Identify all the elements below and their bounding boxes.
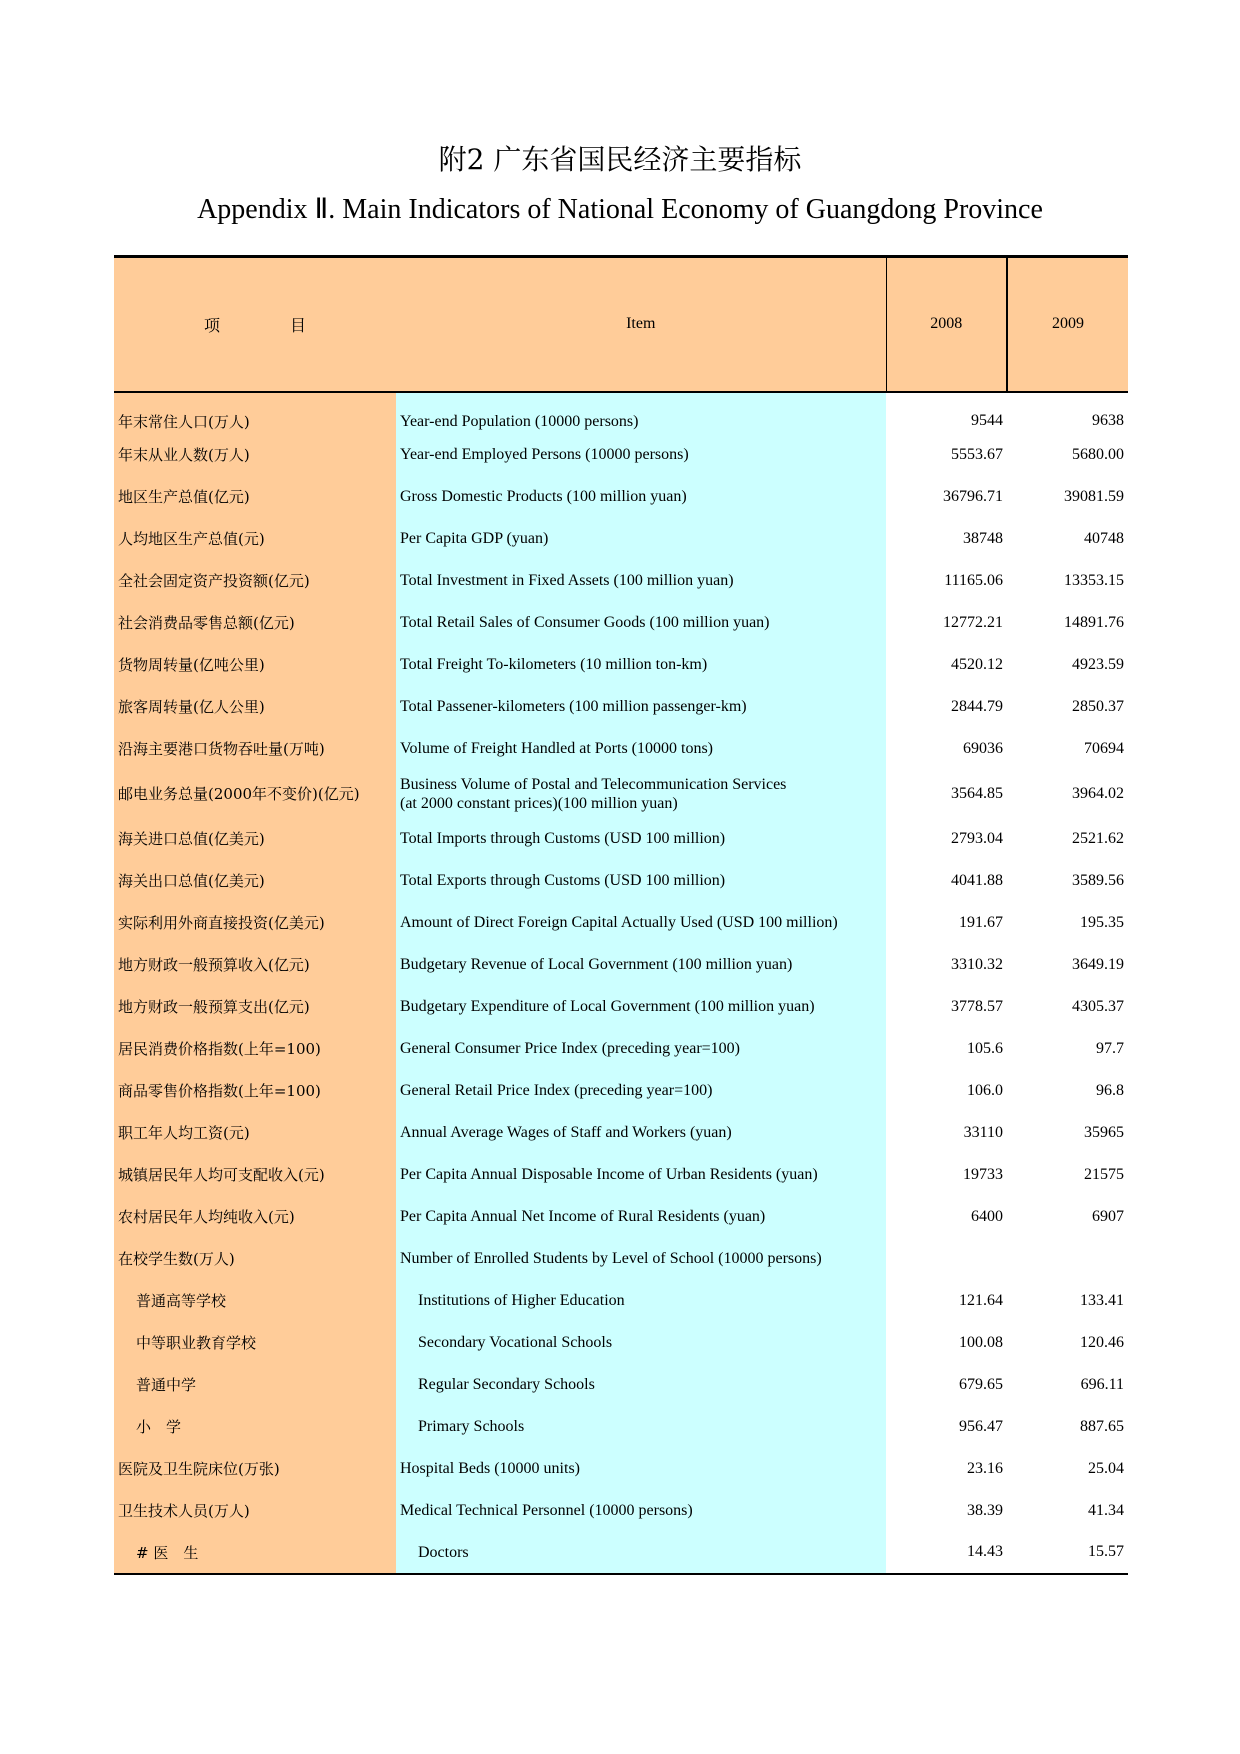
value-2008: 4520.12 xyxy=(951,655,1003,673)
table-header-row xyxy=(114,257,1128,392)
row-label-en: Year-end Employed Persons (10000 persons) xyxy=(396,434,886,476)
value-2008: 105.6 xyxy=(967,1039,1003,1057)
value-2008: 9544 xyxy=(971,412,1003,429)
row-label-cn: 邮电业务总量(2000年不变价)(亿元) xyxy=(114,770,396,818)
value-2009: 2850.37 xyxy=(1072,697,1124,715)
value-2008: 100.08 xyxy=(959,1333,1003,1351)
value-2009: 15.57 xyxy=(1007,1532,1128,1574)
row-label-cn: 年末从业人数(万人) xyxy=(114,434,396,476)
value-2009: 70694 xyxy=(1084,739,1124,757)
row-label-cn: 小 学 xyxy=(114,1406,396,1448)
page-title-english: Appendix Ⅱ. Main Indicators of National Economy of Guangdong Province xyxy=(197,194,1043,225)
row-label-cn: 旅客周转量(亿人公里) xyxy=(114,686,396,728)
row-label-en: Amount of Direct Foreign Capital Actually Used (USD 100 million) xyxy=(396,902,886,944)
value-2008: 679.65 xyxy=(959,1375,1003,1393)
value-2009: 2521.62 xyxy=(1072,829,1124,847)
table-body xyxy=(114,392,1128,1574)
value-2009: 133.41 xyxy=(1080,1291,1124,1309)
value-2008: 3564.85 xyxy=(951,784,1003,802)
value-2008: 956.47 xyxy=(959,1417,1003,1435)
value-2008: 3778.57 xyxy=(951,997,1003,1015)
row-label-cn: 职工年人均工资(元) xyxy=(114,1112,396,1154)
table-row xyxy=(114,1280,1128,1322)
value-2008: 14.43 xyxy=(886,1532,1007,1574)
row-label-cn: 地方财政一般预算支出(亿元) xyxy=(114,986,396,1028)
value-2008: 106.0 xyxy=(967,1081,1003,1099)
row-label-cn: 医院及卫生院床位(万张) xyxy=(114,1448,396,1490)
row-label-en-line-1: Business Volume of Postal and Telecommunication Services xyxy=(400,775,787,793)
value-2008: 12772.21 xyxy=(943,613,1003,631)
row-label-en: Total Exports through Customs (USD 100 million) xyxy=(396,860,886,902)
header-item-chinese xyxy=(114,257,396,392)
value-2008: 121.64 xyxy=(959,1291,1003,1309)
table-row xyxy=(114,1406,1128,1448)
value-2009: 3589.56 xyxy=(1072,871,1124,889)
table-row xyxy=(114,1238,1128,1280)
table-row xyxy=(114,818,1128,860)
value-2008: 2844.79 xyxy=(951,697,1003,715)
value-2009: 35965 xyxy=(1084,1123,1124,1141)
table-row xyxy=(114,728,1128,770)
table-row xyxy=(114,1112,1128,1154)
row-label-en: Number of Enrolled Students by Level of School (10000 persons) xyxy=(396,1238,886,1280)
table-row xyxy=(114,1196,1128,1238)
value-2009: 25.04 xyxy=(1088,1459,1124,1477)
table-row xyxy=(114,902,1128,944)
value-2009: 97.7 xyxy=(1096,1039,1124,1057)
row-label-cn: 普通中学 xyxy=(114,1364,396,1406)
row-label-cn: 居民消费价格指数(上年=100) xyxy=(114,1028,396,1070)
row-label-en: Per Capita Annual Disposable Income of Urban Residents (yuan) xyxy=(396,1154,886,1196)
table-row xyxy=(114,1028,1128,1070)
row-label-en: Total Freight To-kilometers (10 million ton-km) xyxy=(396,644,886,686)
value-2009 xyxy=(1007,1238,1128,1280)
header-item-cn-char-2: 目 xyxy=(290,315,307,335)
table-row xyxy=(114,392,1128,434)
value-2008: 69036 xyxy=(963,739,1003,757)
value-2008: 4041.88 xyxy=(951,871,1003,889)
indicators-table xyxy=(114,255,1128,1575)
value-2009: 40748 xyxy=(1084,529,1124,547)
row-label-en: Secondary Vocational Schools xyxy=(396,1322,886,1364)
table-row xyxy=(114,944,1128,986)
value-2009: 14891.76 xyxy=(1064,613,1124,631)
row-label-cn: 海关进口总值(亿美元) xyxy=(114,818,396,860)
row-label-en: Total Investment in Fixed Assets (100 million yuan) xyxy=(396,560,886,602)
page-title-chinese: 附2 广东省国民经济主要指标 xyxy=(438,143,802,176)
value-2009: 13353.15 xyxy=(1064,571,1124,589)
header-item-english: Item xyxy=(396,257,886,392)
indicators-table-container xyxy=(114,255,1128,1575)
row-label-cn: 在校学生数(万人) xyxy=(114,1238,396,1280)
value-2009: 887.65 xyxy=(1080,1417,1124,1435)
table-row xyxy=(114,602,1128,644)
row-label-cn: 中等职业教育学校 xyxy=(114,1322,396,1364)
row-label-cn: 地区生产总值(亿元) xyxy=(114,476,396,518)
table-row xyxy=(114,1322,1128,1364)
table-row xyxy=(114,686,1128,728)
row-label-en: Doctors xyxy=(396,1532,886,1574)
value-2008: 6400 xyxy=(971,1207,1003,1225)
row-label-en: Per Capita Annual Net Income of Rural Residents (yuan) xyxy=(396,1196,886,1238)
table-row xyxy=(114,434,1128,476)
row-label-cn: 农村居民年人均纯收入(元) xyxy=(114,1196,396,1238)
value-2009: 3964.02 xyxy=(1072,784,1124,802)
header-year-2009: 2009 xyxy=(1007,257,1128,392)
value-2008: 2793.04 xyxy=(951,829,1003,847)
table-row xyxy=(114,1532,1128,1574)
value-2009: 9638 xyxy=(1092,412,1124,429)
row-label-en: Year-end Population (10000 persons) xyxy=(396,392,886,434)
value-2008: 36796.71 xyxy=(943,487,1003,505)
value-2009: 3649.19 xyxy=(1072,955,1124,973)
row-label-cn: 实际利用外商直接投资(亿美元) xyxy=(114,902,396,944)
table-row xyxy=(114,1490,1128,1532)
row-label-en: Gross Domestic Products (100 million yuan) xyxy=(396,476,886,518)
value-2009: 4305.37 xyxy=(1072,997,1124,1015)
table-row xyxy=(114,986,1128,1028)
row-label-cn: 社会消费品零售总额(亿元) xyxy=(114,602,396,644)
table-row xyxy=(114,860,1128,902)
table-row xyxy=(114,1154,1128,1196)
table-row xyxy=(114,1070,1128,1112)
value-2009: 4923.59 xyxy=(1072,655,1124,673)
row-label-en-line-2: (at 2000 constant prices)(100 million yuan) xyxy=(400,794,678,812)
row-label-en: General Consumer Price Index (preceding year=100) xyxy=(396,1028,886,1070)
table-row xyxy=(114,1364,1128,1406)
row-label-en: Total Imports through Customs (USD 100 million) xyxy=(396,818,886,860)
value-2008: 19733 xyxy=(963,1165,1003,1183)
row-label-en: General Retail Price Index (preceding year=100) xyxy=(396,1070,886,1112)
table-row xyxy=(114,560,1128,602)
row-label-cn: 普通高等学校 xyxy=(114,1280,396,1322)
row-label-en: Hospital Beds (10000 units) xyxy=(396,1448,886,1490)
value-2009: 120.46 xyxy=(1080,1333,1124,1351)
row-label-en: Budgetary Revenue of Local Government (100 million yuan) xyxy=(396,944,886,986)
row-label-cn: 全社会固定资产投资额(亿元) xyxy=(114,560,396,602)
value-2008: 38748 xyxy=(963,529,1003,547)
table-row xyxy=(114,518,1128,560)
row-label-cn: # 医 生 xyxy=(114,1532,396,1574)
row-label-en: Total Retail Sales of Consumer Goods (100 million yuan) xyxy=(396,602,886,644)
row-label-cn: 商品零售价格指数(上年=100) xyxy=(114,1070,396,1112)
value-2009: 195.35 xyxy=(1080,913,1124,931)
value-2009: 39081.59 xyxy=(1064,487,1124,505)
row-label-en: Annual Average Wages of Staff and Workers (yuan) xyxy=(396,1112,886,1154)
table-row xyxy=(114,1448,1128,1490)
row-label-en xyxy=(396,770,886,818)
value-2009: 96.8 xyxy=(1096,1081,1124,1099)
row-label-en: Budgetary Expenditure of Local Government (100 million yuan) xyxy=(396,986,886,1028)
row-label-en: Medical Technical Personnel (10000 persons) xyxy=(396,1490,886,1532)
row-label-cn: 卫生技术人员(万人) xyxy=(114,1490,396,1532)
value-2008: 191.67 xyxy=(959,913,1003,931)
value-2008: 23.16 xyxy=(967,1459,1003,1477)
row-label-en: Primary Schools xyxy=(396,1406,886,1448)
value-2009: 6907 xyxy=(1092,1207,1124,1225)
value-2009: 696.11 xyxy=(1080,1375,1124,1393)
row-label-cn: 海关出口总值(亿美元) xyxy=(114,860,396,902)
value-2008: 33110 xyxy=(963,1123,1003,1141)
row-label-en: Institutions of Higher Education xyxy=(396,1280,886,1322)
value-2008 xyxy=(886,1238,1007,1280)
value-2009: 41.34 xyxy=(1088,1501,1124,1519)
value-2008: 38.39 xyxy=(967,1501,1003,1519)
header-item-cn-char-1: 项 xyxy=(203,315,220,335)
row-label-cn: 城镇居民年人均可支配收入(元) xyxy=(114,1154,396,1196)
table-row xyxy=(114,476,1128,518)
row-label-cn: 货物周转量(亿吨公里) xyxy=(114,644,396,686)
table-row xyxy=(114,770,1128,818)
row-label-en: Per Capita GDP (yuan) xyxy=(396,518,886,560)
row-label-en: Total Passener-kilometers (100 million passenger-km) xyxy=(396,686,886,728)
value-2009: 5680.00 xyxy=(1072,445,1124,463)
value-2008: 5553.67 xyxy=(951,445,1003,463)
row-label-cn: 人均地区生产总值(元) xyxy=(114,518,396,560)
row-label-en: Regular Secondary Schools xyxy=(396,1364,886,1406)
value-2008: 3310.32 xyxy=(951,955,1003,973)
row-label-cn: 地方财政一般预算收入(亿元) xyxy=(114,944,396,986)
value-2008: 11165.06 xyxy=(944,571,1003,589)
table-row xyxy=(114,644,1128,686)
header-year-2008: 2008 xyxy=(886,257,1007,392)
row-label-en: Volume of Freight Handled at Ports (10000 tons) xyxy=(396,728,886,770)
row-label-cn: 年末常住人口(万人) xyxy=(114,392,396,434)
value-2009: 21575 xyxy=(1084,1165,1124,1183)
row-label-cn: 沿海主要港口货物吞吐量(万吨) xyxy=(114,728,396,770)
